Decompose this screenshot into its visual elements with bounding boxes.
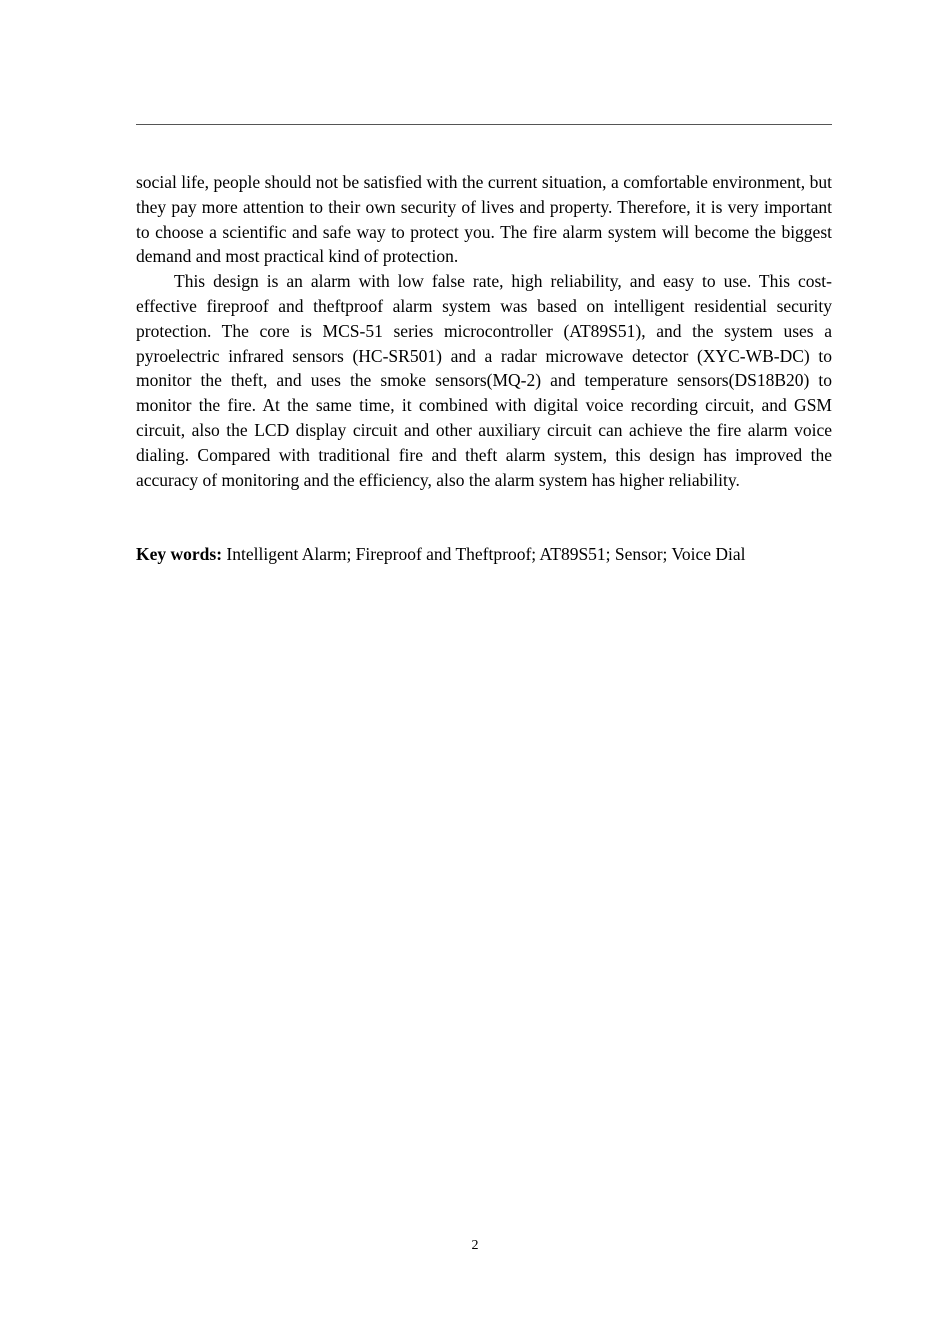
page-number: 2 [471, 1238, 479, 1253]
paragraph-continuation: social life, people should not be satisfied with the current situation, a comfortable environment, but they pay more attention to their own security of lives and property. Therefore, it is very important to choose a scientific and safe way to protect you. The fire alarm system will become the biggest demand and most practical kind of protection. [136, 172, 832, 267]
keywords-line [136, 542, 832, 567]
keywords-text: Intelligent Alarm; Fireproof and Theftproof; AT89S51; Sensor; Voice Dial [222, 544, 746, 565]
header-rule [136, 124, 832, 125]
keywords-label: Key words: [136, 544, 223, 565]
paragraph-design-description: This design is an alarm with low false rate, high reliability, and easy to use. This cost-effective fireproof and theftproof alarm system was based on intelligent residential security protection. The core is MCS-51 series microcontroller (AT89S51), and the system uses a pyroelectric infrared sensors (HC-SR501) and a radar microwave detector (XYC-WB-DC) to monitor the theft, and uses the smoke sensors(MQ-2) and temperature sensors(DS18B20) to monitor the fire. At the same time, it combined with digital voice recording circuit, and GSM circuit, also the LCD display circuit and other auxiliary circuit can achieve the fire alarm voice dialing. Compared with traditional fire and theft alarm system, this design has improved the accuracy of monitoring and the efficiency, also the alarm system has higher reliability. [136, 271, 832, 490]
abstract-body [136, 170, 832, 567]
